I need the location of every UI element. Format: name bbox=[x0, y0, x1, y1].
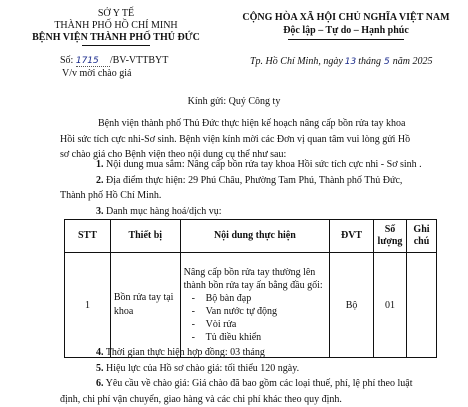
item-2-continued: Thành phố Hồ Chí Minh. bbox=[60, 188, 440, 204]
date-prefix: Tp. Hồ Chí Minh, ngày bbox=[250, 56, 343, 67]
header-unit: ĐVT bbox=[330, 220, 374, 253]
national-motto: Độc lập – Tự do – Hạnh phúc bbox=[228, 25, 464, 36]
items-bottom bbox=[60, 345, 455, 407]
document-number bbox=[60, 55, 168, 67]
item-4 bbox=[60, 345, 455, 361]
item-4-number: 4. bbox=[96, 347, 104, 358]
date-day: 13 bbox=[343, 57, 358, 67]
item-2-number: 2. bbox=[96, 175, 104, 186]
item-1-number: 1. bbox=[96, 159, 104, 170]
item-3-text: Danh mục hàng hoá/dịch vụ: bbox=[106, 206, 222, 217]
hospital-underline bbox=[82, 45, 150, 46]
number-prefix: Số: bbox=[60, 55, 73, 66]
list-item: - Vòi rửa bbox=[206, 318, 326, 331]
header-content: Nội dung thực hiện bbox=[180, 220, 329, 253]
ministry-name: SỞ Y TẾ bbox=[40, 8, 192, 19]
cell-quantity: 01 bbox=[374, 253, 407, 358]
list-item: - Van nước tự động bbox=[206, 305, 326, 318]
item-6 bbox=[60, 376, 455, 392]
intro-line-1: Bệnh viện thành phố Thủ Đức thực hiện kế hoạch nâng cấp bồn rửa tay khoa bbox=[60, 116, 440, 132]
country-name: CỘNG HÒA XÃ HỘI CHỦ NGHĨA VIỆT NAM bbox=[228, 12, 464, 23]
subject-line: V/v mời chào giá bbox=[62, 68, 131, 79]
header-note bbox=[406, 220, 436, 253]
intro-line-3: sơ chào giá cho Bệnh viện theo nội dung cụ thể như sau: bbox=[60, 147, 440, 163]
item-3 bbox=[60, 204, 440, 220]
table-header-row bbox=[65, 220, 437, 253]
item-1 bbox=[60, 157, 440, 173]
motto-underline bbox=[288, 39, 404, 40]
intro-line-2: Hồi sức tích cực nhi-Sơ sinh. Bệnh viện kính mời các Đơn vị quan tâm vui lòng gửi Hồ bbox=[60, 132, 440, 148]
cell-stt: 1 bbox=[65, 253, 111, 358]
month-label: tháng bbox=[358, 56, 381, 67]
number-handwritten: 1715 bbox=[76, 56, 110, 67]
list-item: - Bộ bàn đạp bbox=[206, 292, 326, 305]
year-label: năm 2025 bbox=[393, 56, 433, 67]
item-2-text: Địa điểm thực hiện: 29 Phú Châu, Phường Tam Phú, Thành phố Thủ Đức, bbox=[106, 175, 402, 186]
date-month: 5 bbox=[381, 57, 393, 67]
item-3-number: 3. bbox=[96, 206, 104, 217]
hospital-name: BỆNH VIỆN THÀNH PHỐ THỦ ĐỨC bbox=[14, 32, 218, 43]
item-1-text: Nội dung mua sắm: Nâng cấp bồn rửa tay khoa Hồi sức tích cực nhi - Sơ sinh . bbox=[106, 159, 422, 170]
table-row bbox=[65, 253, 437, 358]
items-top bbox=[60, 157, 440, 219]
number-suffix: /BV-VTTBYT bbox=[110, 55, 169, 66]
cell-device bbox=[110, 253, 180, 358]
header-note-line-2: chú bbox=[410, 236, 433, 248]
cell-device-line-1: Bồn rửa tay tại bbox=[114, 291, 177, 305]
item-4-text: Thời gian thực hiện hợp đồng: 03 tháng bbox=[106, 347, 265, 358]
cell-content-line-1: Nâng cấp bồn rửa tay thường lên bbox=[184, 266, 326, 279]
header-quantity bbox=[374, 220, 407, 253]
salutation: Kính gửi: Quý Công ty bbox=[0, 96, 468, 107]
cell-content bbox=[180, 253, 329, 358]
item-6-text: Yêu cầu về chào giá: Giá chào đã bao gồm các loại thuế, phí, lệ phí theo luật bbox=[106, 378, 413, 389]
intro-paragraph bbox=[60, 116, 440, 163]
header-quantity-line-1: Số bbox=[377, 224, 403, 236]
cell-content-line-2: thành bồn rửa tay ấn bằng đầu gối: bbox=[184, 279, 326, 292]
item-6-number: 6. bbox=[96, 378, 104, 389]
header-stt: STT bbox=[65, 220, 111, 253]
cell-note bbox=[406, 253, 436, 358]
content-bullet-list bbox=[184, 292, 326, 344]
item-2 bbox=[60, 173, 440, 189]
header-device: Thiết bị bbox=[110, 220, 180, 253]
item-5-text: Hiệu lực của Hồ sơ chào giá: tối thiểu 120 ngày. bbox=[106, 363, 299, 374]
item-6-continued: định, chi phí vận chuyển, giao hàng và các chi phí khác theo quy định. bbox=[60, 392, 455, 407]
date-line bbox=[250, 56, 432, 67]
item-5-number: 5. bbox=[96, 363, 104, 374]
item-5 bbox=[60, 361, 455, 377]
cell-device-line-2: khoa bbox=[114, 305, 177, 319]
goods-table bbox=[64, 219, 437, 358]
header-quantity-line-2: lượng bbox=[377, 236, 403, 248]
city-name: THÀNH PHỐ HỒ CHÍ MINH bbox=[20, 20, 212, 31]
cell-unit: Bộ bbox=[330, 253, 374, 358]
header-note-line-1: Ghi bbox=[410, 224, 433, 236]
list-item: - Tủ điều khiển bbox=[206, 331, 326, 344]
